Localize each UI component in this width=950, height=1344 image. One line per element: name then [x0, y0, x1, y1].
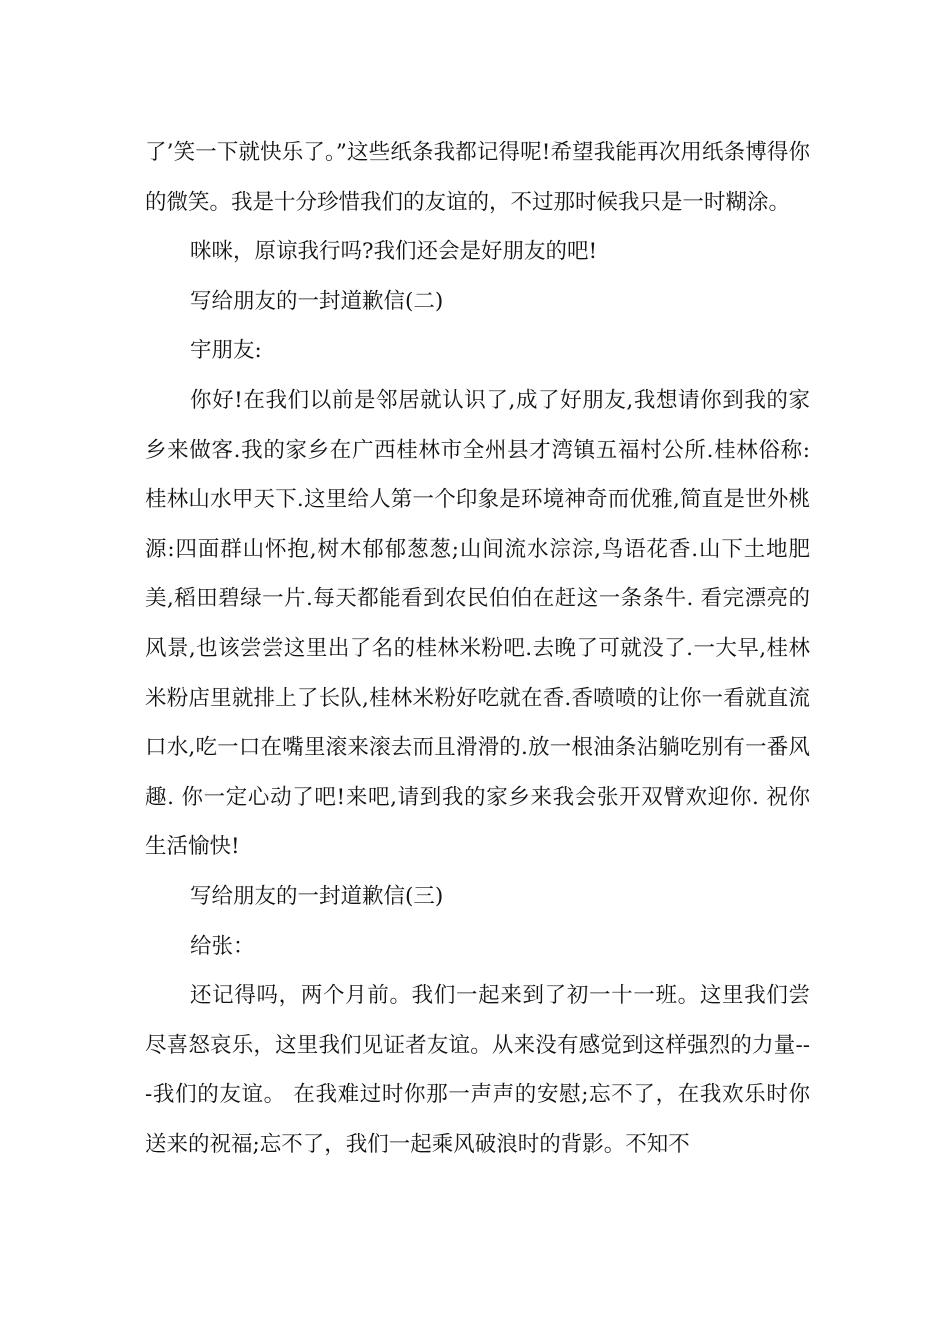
- letter-body: [145, 128, 810, 1169]
- paragraph-apology-close: 咪咪，原谅我行吗?我们还会是好朋友的吧!: [190, 239, 598, 265]
- paragraph-letter-2-body: 你好!在我们以前是邻居就认识了,成了好朋友,我想请你到我的家乡来做客.我的家乡在广西桂林市全州县才湾镇五福村公所.桂林俗称:桂林山水甲天下.这里给人第一个印象是环境神奇而优雅,简直是世外桃源:四面群山怀抱,树木郁郁葱葱;山间流水淙淙,鸟语花香.山下土地肥美,稻田碧绿一片.每天都能看到农民伯伯在赶这一条条牛. 看完漂亮的风景,也该尝尝这里出了名的桂林米粉吧.去晚了可就没了.一大早,桂林米粉店里就排上了长队,桂林米粉好吃就在香.香喷喷的让你一看就直流口水,吃一口在嘴里滚来滚去而且滑滑的.放一根油条沾躺吃别有一番风趣. 你一定心动了吧!来吧,请到我的家乡来我会张开双臂欢迎你. 祝你生活愉快!: [145, 387, 810, 860]
- paragraph-continuation: 了’笑一下就快乐了。”这些纸条我都记得呢!希望我能再次用纸条博得你的微笑。我是十分珍惜我们的友谊的，不过那时候我只是一时糊涂。: [145, 140, 810, 215]
- letter-title-3: 写给朋友的一封道歉信(三): [190, 883, 444, 909]
- salutation-3: 给张：: [190, 933, 255, 959]
- paragraph-letter-3-body: 还记得吗，两个月前。我们一起来到了初一十一班。这里我们尝尽喜怒哀乐，这里我们见证者友谊。从来没有感觉到这样强烈的力量---我们的友谊。 在我难过时你那一声声的安慰;忘不了，在我欢乐时你送来的祝福;忘不了，我们一起乘风破浪时的背影。不知不: [145, 983, 810, 1157]
- salutation-2: 宇朋友:: [190, 338, 262, 364]
- letter-title-2: 写给朋友的一封道歉信(二): [190, 288, 444, 314]
